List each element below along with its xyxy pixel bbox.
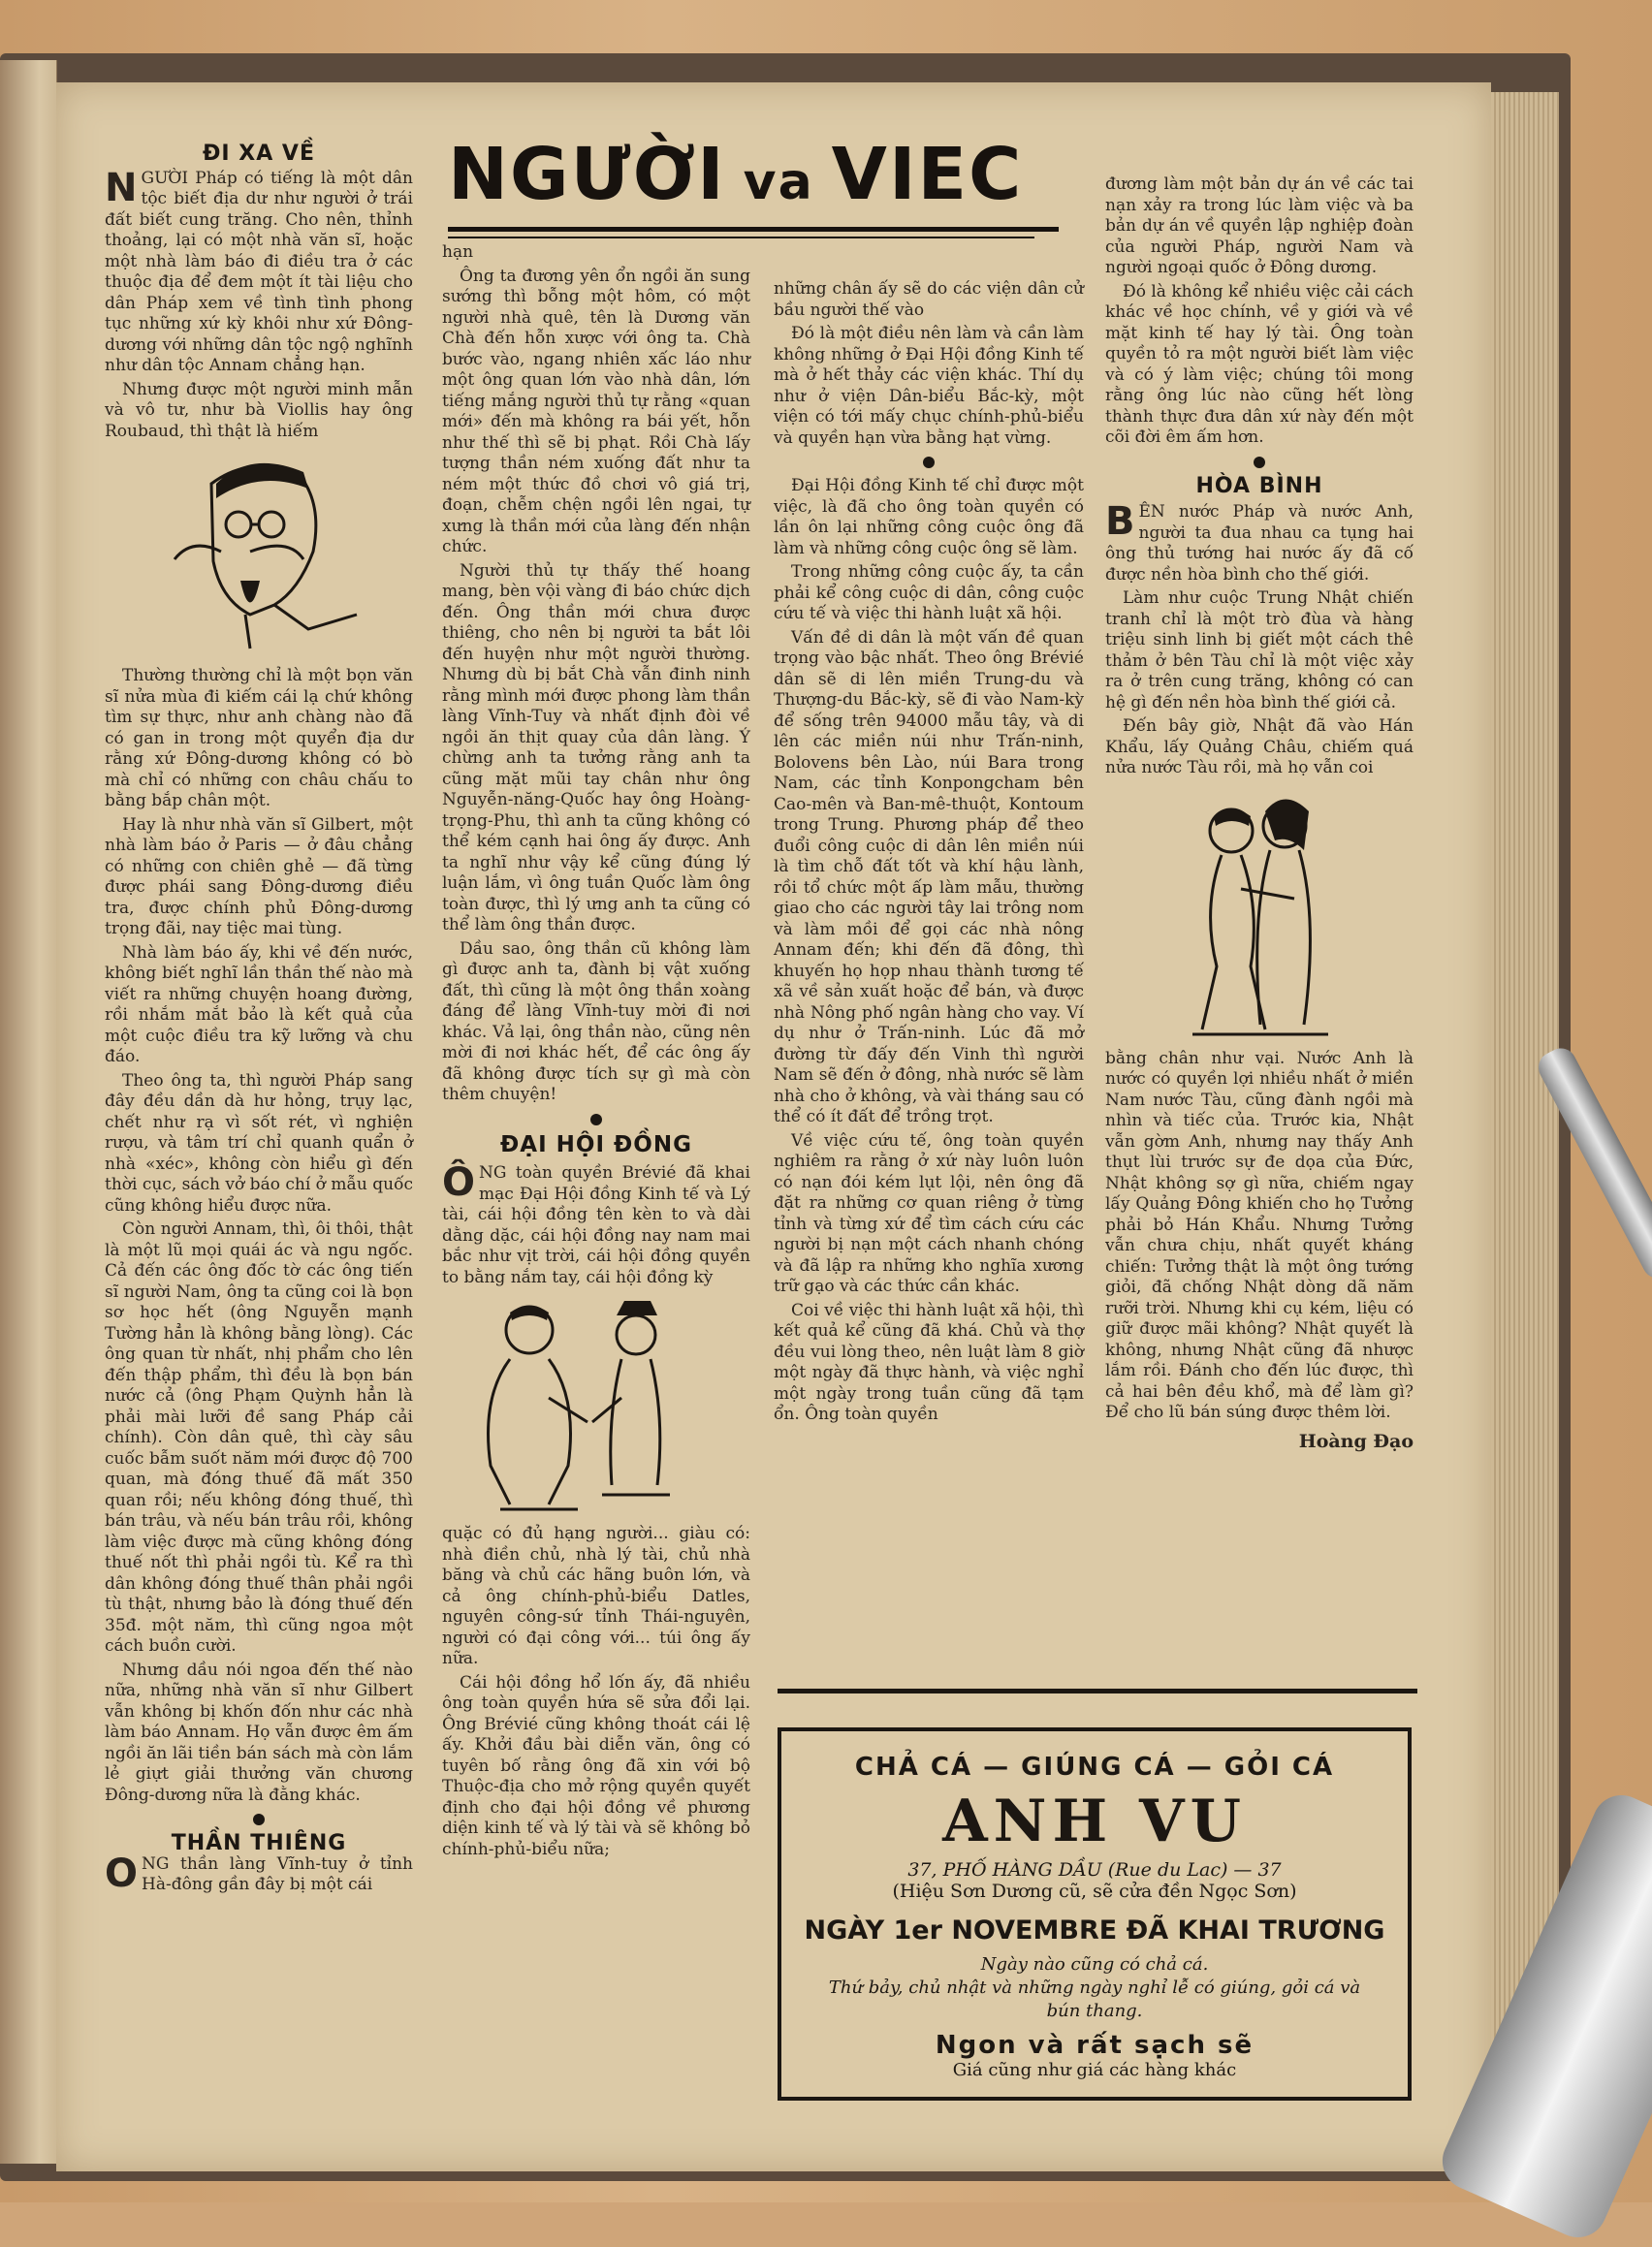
paragraph: Đại Hội đồng Kinh tế chỉ được một việc, là đã cho ông toàn quyền có lần ôn lại những công cuộc ông đã làm và những công cuộc ông sẽ làm.	[774, 476, 1084, 558]
ad-dishes: CHẢ CÁ — GIÚNG CÁ — GỎI CÁ	[854, 1753, 1335, 1782]
paragraph: hạn	[442, 242, 474, 262]
ad-daily-note: Ngày nào cũng có chả cá.	[980, 1954, 1209, 1975]
title-right: VIEC	[831, 133, 1024, 216]
paragraph: Coi về việc thi hành luật xã hội, thì kết quả kể cũng đã khá. Chủ và thợ đều vui lòng theo, nên luật làm 8 giờ một ngày đã thực hành, và việc nghỉ một ngày trong tuần cũng đã tạm ổn. Ông toàn quyền	[774, 1300, 1084, 1424]
heading-than-thieng: THẦN THIÊNG	[171, 1831, 347, 1855]
text: GƯỜI Pháp có tiếng là một dân tộc biết địa dư như người ở trái đất biết cung trăng. Cho nên, thỉnh thoảng, lại có một nhà văn sĩ, hoặc một nhà làm báo đi điều tra ở các thuộc địa để đem một ít tài liệu cho dân Pháp xem về tình tình phong tục những xứ kỳ khôi như xứ Đông-dương với những dân tộc ngộ nghĩnh như dân tộc Annam chẳng hạn.	[105, 168, 413, 375]
caricature-drawing	[105, 445, 413, 666]
paragraph: Đó là không kể nhiều việc cải cách khác về học chính, về y giới và về mặt kinh tế hay lý tài. Ông toàn quyền tỏ ra một người biết làm việc và có ý làm việc; chúng tôi mong rằng ông lúc nào cũng hết lòng thành thực đưa dân xứ này đến một cõi đời êm ấm hơn.	[1105, 281, 1414, 447]
paragraph: Còn người Annam, thì, ôi thôi, thật là một lũ mọi quái ác và ngu ngốc. Cả đến các ông đốc tờ các ông tiến sĩ người Nam, ông ta cũng coi là bọn sơ học hết (ông Nguyễn mạnh Tường hẳn là không bằng lòng). Các ông quan từ nhất, nhị phẩm cho lên đến thập phẩm, thì đều là bọn bán nước cả (ông Phạm Quỳnh hẳn là phải mài lưỡi đề sang Pháp cải chính). Còn dân quê, thì cày sâu cuốc bẫm suốt năm mới được độ 700 quan, mà đóng thuế đã mất 350 quan rồi; nếu không đóng thuế, thì bán trâu, và nếu bán trâu rồi, không làm việc được mà cũng không đóng thuế nốt thì phải ngồi tù. Kể ra thì dân không đóng thuế thân phải ngồi tù thật, nhưng bảo là đóng thuế đến 35đ. một năm, thì cũng ngoa một cách buồn cười.	[105, 1219, 413, 1656]
heading-di-xa-ve: ĐI XA VỀ	[203, 142, 315, 166]
paragraph: Trong những công cuộc ấy, ta cần phải kể công cuộc di dân, công cuộc cứu tế và việc thi hành luật xã hội.	[774, 562, 1084, 623]
paragraph: Đến bây giờ, Nhật đã vào Hán Khẩu, lấy Quảng Châu, chiếm quá nửa nước Tàu rồi, mà họ vẫn coi	[1105, 716, 1414, 777]
column-3	[774, 279, 1084, 1429]
ad-opening-date: NGÀY 1er NOVEMBRE ĐÃ KHAI TRƯƠNG	[804, 1915, 1385, 1946]
text: ÊN nước Pháp và nước Anh, người ta đua nhau ca tụng hai ông thủ tướng hai nước ấy đã cố được nền hòa bình cho thế giới.	[1105, 502, 1414, 585]
paragraph: những chân ấy sẽ do các viện dân cử bầu người thế vào	[774, 279, 1084, 320]
ad-weekend-note: Thứ bảy, chủ nhật và những ngày nghỉ lễ có giúng, gỏi cá và bún thang.	[828, 1978, 1361, 2021]
ad-price-note: Giá cũng như giá các hàng khác	[952, 2060, 1237, 2080]
paragraph: Cái hội đồng hổ lốn ấy, đã nhiều ông toàn quyền hứa sẽ sửa đổi lại. Ông Brévié cũng không thoát cái lệ ấy. Khởi đầu bài diễn văn, ông có tuyên bố rằng ông đã xin với bộ Thuộc-địa cho mở rộng quyền quyết định cho đại hội đồng về phương diện kinh tế và lý tài và sẽ không bỏ chính-phủ-biểu nữa;	[442, 1672, 750, 1859]
text: NG thần làng Vĩnh-tuy ở tỉnh Hà-đông gần đây bị một cái	[142, 1853, 413, 1894]
paragraph: Đó là một điều nên làm và cần làm không những ở Đại Hội đồng Kinh tế mà ở hết thảy các viện khác. Thí dụ như ở viện Dân-biểu Bắc-kỳ, một viện có tới mấy chục chính-phủ-biểu và quyền hạn vừa bằng hạt vừng.	[774, 324, 1084, 448]
section-bullet	[923, 457, 935, 468]
heading-hoa-binh: HÒA BÌNH	[1195, 473, 1323, 498]
ad-restaurant-name: ANH VU	[942, 1788, 1247, 1855]
paragraph: đương làm một bản dự án về các tai nạn xảy ra trong lúc làm việc và ba bản dự án về quyền lập nghiệp đoàn của người Pháp, người Nam và người ngoại quốc ở Đông dương.	[1105, 174, 1414, 277]
paragraph: bằng chân như vại. Nước Anh là nước có quyền lợi nhiều nhất ở miền Nam nước Tàu, cũng đành ngồi mà nhìn và tiếc của. Trước kia, Nhật vẫn gờm Anh, nhưng nay thấy Anh thụt lùi trước sự đe dọa của Đức, Nhật không sợ gì nữa, chiếm ngay lấy Quảng Đông khiến cho họ Tưởng phải bỏ Hán Khẩu. Nhưng Tưởng vẫn chưa chịu, nhất quyết kháng chiến: Tưởng thật là một ông tướng giỏi, đã chống Nhật dòng dã năm rưỡi trời. Nhưng khi cụ kém, liệu có giữ được mãi không? Nhật quyết là không, nhưng Nhật cũng đã nhược lắm rồi. Đánh cho đến lúc được, thì cả hai bên đều khổ, mà để làm gì? Để cho lũ bán súng được thêm lời.	[1105, 1048, 1414, 1422]
handshake-illustration	[442, 1291, 750, 1524]
paragraph	[105, 1851, 413, 1896]
paragraph: quặc có đủ hạng người... giàu có: nhà điền chủ, nhà lý tài, chủ nhà băng và chủ các hãng buôn lớn, và cả ông chính-phủ-biểu Datles, nguyên công-sứ tỉnh Thái-nguyên, người có đại công với... túi ông ấy nữa.	[442, 1524, 750, 1668]
section-bullet	[253, 1814, 265, 1825]
advertisement-box	[778, 1727, 1412, 2101]
paragraph: Nhưng được một người minh mẫn và vô tư, như bà Viollis hay ông Roubaud, thì thật là hiếm	[105, 379, 413, 441]
paragraph	[105, 165, 413, 377]
title-left: NGƯỜI	[448, 133, 726, 216]
signature: Hoàng Đạo	[1298, 1430, 1414, 1452]
column-1	[105, 143, 413, 1899]
paragraph: Dầu sao, ông thần cũ không làm gì được anh ta, đành bị vật xuống đất, thì cũng là một ông thần xoàng đáng để làng Vĩnh-tuy mời đi nơi khác. Vả lại, ông thần nào, cũng nên mời đi nơi khác hết, để các ông ấy đã không được tích sự gì mà còn thêm chuyện!	[442, 938, 750, 1104]
paragraph: Theo ông ta, thì người Pháp sang đây đều dần dà hư hỏng, trụy lạc, chết như rạ vì sốt rét, vì nghiện rượu, và tâm trí chỉ quanh quẩn ở nhà «xéc», không còn hiểu gì đến thời cục, sách vở báo chí ở mẫu quốc cũng không hiểu được nữa.	[105, 1070, 413, 1216]
handshake-drawing	[442, 1291, 750, 1524]
page-stack-edges	[1491, 92, 1559, 2176]
left-page-edge	[0, 60, 57, 2164]
paragraph: Nhưng dầu nói ngoa đến thế nào nữa, những nhà văn sĩ như Gilbert vẫn không bị khốn đốn như các nhà làm báo Annam. Họ vẫn được êm ấm ngồi ăn lãi tiền bán sách mà còn lắm lẻ giựt giải thưởng văn chương Đông-dương nữa là đằng khác.	[105, 1660, 413, 1805]
ad-address: 37, PHỐ HÀNG DẦU (Rue du Lac) — 37	[907, 1859, 1282, 1881]
paragraph: Người thủ tự thấy thế hoang mang, bèn vội vàng đi báo chức dịch đến. Ông thần mới chưa được thiêng, cho nên bị người ta bắt lôi đến huyện như một người thường. Nhưng dù bị bắt Chà vẫn đinh ninh rằng mình mới được phong làm thần làng Vĩnh-Tuy và nhất định đòi về ngồi ăn thịt quay của dân làng. Ý chừng anh ta tưởng rằng anh ta cũng mặt mũi tay chân như ông Nguyễn-năng-Quốc hay ông Hoàng-trọng-Phu, thì anh ta cũng không có thể kém cạnh hai ông ấy được. Anh ta nghĩ như vậy kể cũng đúng lý luận lắm, vì ông tuần Quốc làm ông toàn được, thì lý ưng anh ta cũng có thể làm ông thần được.	[442, 560, 750, 934]
paragraph	[442, 1160, 750, 1288]
drop-cap: B	[1105, 499, 1135, 544]
ad-top-rule	[778, 1689, 1417, 1693]
ad-address-note: (Hiệu Sơn Dương cũ, sẽ cửa đền Ngọc Sơn)	[892, 1881, 1297, 1902]
section-bullet	[590, 1114, 602, 1125]
column-2	[442, 242, 750, 1863]
drop-cap: N	[105, 165, 138, 210]
paragraph: Về việc cứu tế, ông toàn quyền nghiêm ra rằng ở xứ này luôn luôn có nạn đói kém lụt lội, nên ông đã đặt ra những cơ quan riêng ở từng tỉnh và từng xứ để tìm cách cứu các người bị nạn một cách nhanh chóng và đã lập ra những kho nghĩa xương trữ gạo và các thức cần khác.	[774, 1130, 1084, 1296]
paragraph	[1105, 499, 1414, 585]
paragraph: Hay là như nhà văn sĩ Gilbert, một nhà làm báo ở Paris — ở đâu chẳng có những con chiên ghẻ — đã từng được phái sang Đông-dương điều tra, được chính phủ Đông-dương trọng đãi, nay tiệc mai tùng.	[105, 814, 413, 938]
column-4	[1105, 174, 1414, 1452]
paragraph: Làm như cuộc Trung Nhật chiến tranh chỉ là một trò đùa và hàng triệu sinh linh bị giết một cách thê thảm ở bên Tàu chỉ là một việc xảy ra ở trên cung trăng, không có can hệ gì đến nền hòa bình thế giới cả.	[1105, 588, 1414, 712]
ad-slogan: Ngon và rất sạch sẽ	[935, 2031, 1255, 2060]
paragraph: Nhà làm báo ấy, khi về đến nước, không biết nghĩ lần thần thế nào mà viết ra những chuyện hoang đường, rồi nhắm mắt bảo là kết quả của một cuộc điều tra kỹ lưỡng và chu đáo.	[105, 942, 413, 1066]
dancing-couple-drawing	[1105, 782, 1414, 1049]
section-bullet	[1254, 457, 1265, 468]
paragraph: Vấn đề di dân là một vấn đề quan trọng vào bậc nhất. Theo ông Brévié dân sẽ di lên miền Trung-du và Thượng-du Bắc-kỳ, sẽ đi vào Nam-kỳ để sống trên 94000 mẫu tây, và di lên các miền núi như Trấn-ninh, Bolovens bên Lào, núi Bara trong Nam, các tỉnh Konpongcham bên Cao-mên và Ban-mê-thuột, Kontoum trong Trung. Phương pháp để theo đuổi công cuộc di dân lên miền núi là tìm chỗ đất tốt và khí hậu lành, rồi tổ chức một ấp làm mẫu, thường giao cho các người tây lai trông nom và làm mồi để gọi các nhà nông Annam đến; khi đến đã đông, thì khuyến họ họp nhau thành tương tế xã về sản xuất hoặc để bán, và được nhà Nông phố ngân hàng cho vay. Ví dụ như ở Trấn-ninh. Lúc đã mở đường từ đấy đến Vinh thì người Nam sẽ đến ở đông, nhà nước sẽ làm nhà cho ở không, và vài tháng sau có thể có ít đất để trồng trọt.	[774, 627, 1084, 1126]
masthead-title	[448, 133, 1059, 221]
drop-cap: Ô	[442, 1160, 476, 1205]
caricature-illustration	[105, 445, 413, 666]
paragraph: Thường thường chỉ là một bọn văn sĩ nửa mùa đi kiếm cái lạ chứ không tìm sự thực, như anh chàng nào đã có gan in trong một quyển địa dư rằng xứ Đông-dương không có bò mà chỉ có những con châu chấu to bằng bắp chân một.	[105, 666, 413, 810]
heading-dai-hoi-dong: ĐẠI HỘI ĐỒNG	[500, 1131, 692, 1157]
masthead-rule-thin	[448, 237, 1034, 238]
title-va: va	[743, 153, 814, 211]
paragraph: Ông ta đương yên ổn ngồi ăn sung sướng thì bỗng một hôm, có một người nhà quê, tên là Dương văn Chà đến hỗn xược với ông ta. Chà bước vào, ngang nhiên xấc láo như một ông quan lớn vào nhà dân, lớn tiếng mắng người thủ tự rằng «quan mới» đến mà không ra bái yết, hỗn như thế thì sẽ bị phạt. Rồi Chà lấy tượng thần ném xuống đất như ta ném một thức đồ chơi vô giá trị, đoạn, chễm chện ngồi lên ngai, tự xưng là thần mới của làng đến nhận chức.	[442, 266, 750, 556]
drop-cap: O	[105, 1851, 139, 1896]
text: NG toàn quyền Brévié đã khai mạc Đại Hội đồng Kinh tế và Lý tài, cái hội đồng tên kèn to và dài dằng dặc, cái hội đồng nay nam mai bắc như vịt trời, cái hội đồng quyền to bằng nắm tay, cái hội đồng kỳ	[442, 1163, 750, 1287]
masthead-rule	[448, 227, 1059, 232]
dancing-couple-illustration	[1105, 782, 1414, 1049]
